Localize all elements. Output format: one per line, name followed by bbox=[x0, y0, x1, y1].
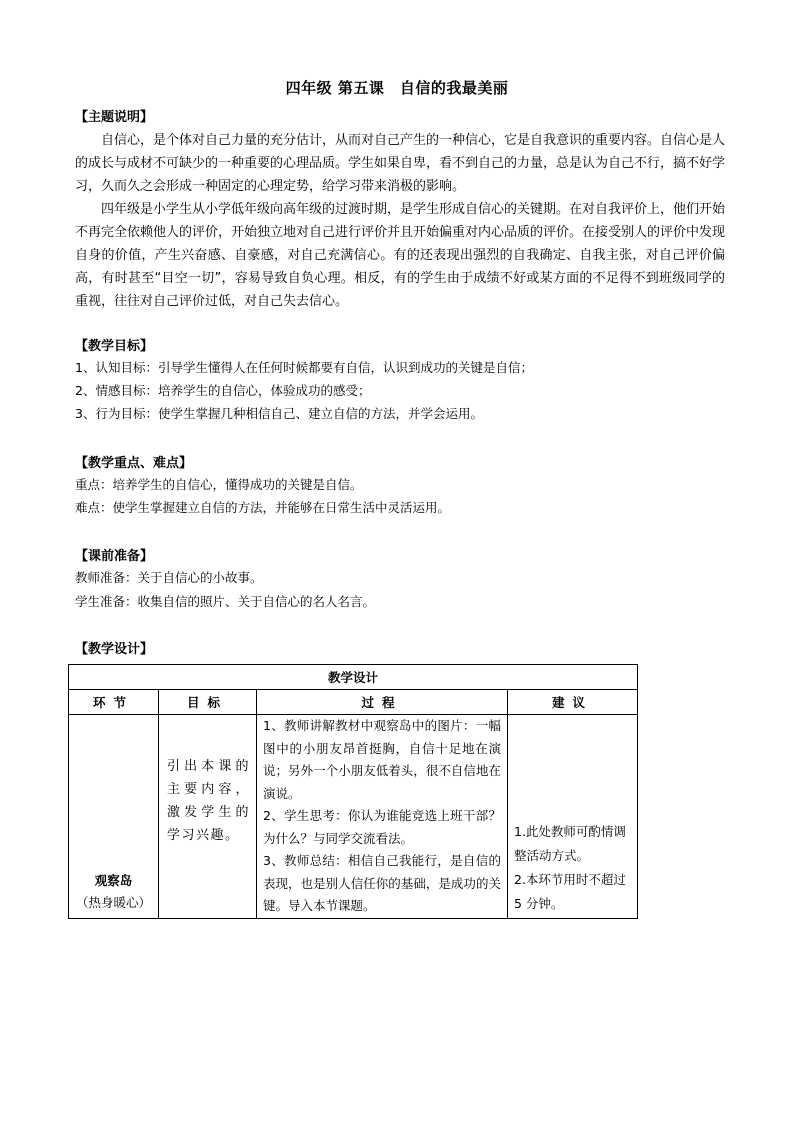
goal-cell bbox=[159, 715, 257, 919]
process-step: 2、学生思考：你认为谁能竞选上班干部？为什么？与同学交流看法。 bbox=[263, 808, 501, 846]
theme-paragraph: 四年级是小学生从小学低年级向高年级的过渡时期，是学生形成自信心的关键期。在对自我评价上，他们开始不再完全依赖他人的评价，开始独立地对自己进行评价并且开始偏重对内心品质的评价。在接受别人的评价中发现自身的价值，产生兴奋感、自豪感，对自己充满信心。有的还表现出强烈的自我确定、自我主张，对自己评价偏高，有时甚至“目空一切”，容易导致自负心理。相反，有的学生由于成绩不好或某方面的不足得不到班级同学的重视，往往对自己评价过低，对自己失去信心。 bbox=[75, 202, 726, 309]
keypoint-item: 难点：使学生掌握建立自信的方法，并能够在日常生活中灵活运用。 bbox=[75, 500, 451, 515]
table-header-row bbox=[69, 690, 638, 715]
prep-heading: 【课前准备】 bbox=[75, 549, 154, 564]
prep-item: 学生准备：收集自信的照片、关于自信心的名人名言。 bbox=[75, 594, 376, 609]
goal-item: 3、行为目标：使学生掌握几种相信自己、建立自信的方法，并学会运用。 bbox=[75, 406, 483, 421]
theme-body bbox=[75, 129, 725, 313]
page-title: 四年级 第五课 自信的我最美丽 bbox=[285, 79, 509, 97]
goals-heading: 【教学目标】 bbox=[75, 339, 154, 354]
goal-item: 2、情感目标：培养学生的自信心，体验成功的感受； bbox=[75, 383, 371, 398]
section-main-label: 观察岛 bbox=[94, 872, 133, 888]
table-title: 教学设计 bbox=[69, 665, 638, 690]
keypoints-heading: 【教学重点、难点】 bbox=[75, 456, 193, 471]
section-sub-label: （热身暖心） bbox=[75, 894, 151, 910]
suggestion-item: 2.本环节用时不超过 5 分钟。 bbox=[514, 871, 626, 911]
suggestion-item: 1.此处教师可酌情调整活动方式。 bbox=[514, 823, 626, 863]
section-cell bbox=[69, 715, 159, 919]
design-table bbox=[68, 664, 638, 919]
goal-text: 引出本课的主要内容，激发学生的学习兴趣。 bbox=[167, 759, 250, 844]
goal-item: 1、认知目标：引导学生懂得人在任何时候都要有自信，认识到成功的关键是自信； bbox=[75, 360, 533, 375]
suggestion-cell bbox=[508, 715, 638, 919]
process-step: 3、教师总结：相信自己我能行，是自信的表现，也是别人信任你的基础，是成功的关键。导入本节课题。 bbox=[263, 853, 501, 913]
column-header: 环节 bbox=[69, 690, 159, 715]
process-text bbox=[257, 715, 507, 918]
theme-heading: 【主题说明】 bbox=[75, 110, 154, 125]
design-heading: 【教学设计】 bbox=[75, 642, 154, 657]
section-name bbox=[69, 870, 158, 914]
process-cell bbox=[257, 715, 508, 919]
keypoint-item: 重点：培养学生的自信心，懂得成功的关键是自信。 bbox=[75, 477, 363, 492]
column-header: 目标 bbox=[159, 690, 257, 715]
column-header: 建议 bbox=[508, 690, 638, 715]
suggestion-text bbox=[514, 820, 631, 916]
process-step: 1、教师讲解教材中观察岛中的图片：一幅图中的小朋友昂首挺胸，自信十足地在演说；另外一个小朋友低着头，很不自信地在演说。 bbox=[263, 718, 501, 801]
table-row bbox=[69, 715, 638, 919]
theme-paragraph: 自信心，是个体对自己力量的充分估计，从而对自己产生的一种信心，它是自我意识的重要内容。自信心是人的成长与成材不可缺少的一种重要的心理品质。学生如果自卑，看不到自己的力量，总是认为自己不行，搞不好学习，久而久之会形成一种固定的心理定势，给学习带来消极的影响。 bbox=[75, 133, 726, 194]
prep-item: 教师准备：关于自信心的小故事。 bbox=[75, 570, 263, 585]
column-header: 过程 bbox=[257, 690, 508, 715]
